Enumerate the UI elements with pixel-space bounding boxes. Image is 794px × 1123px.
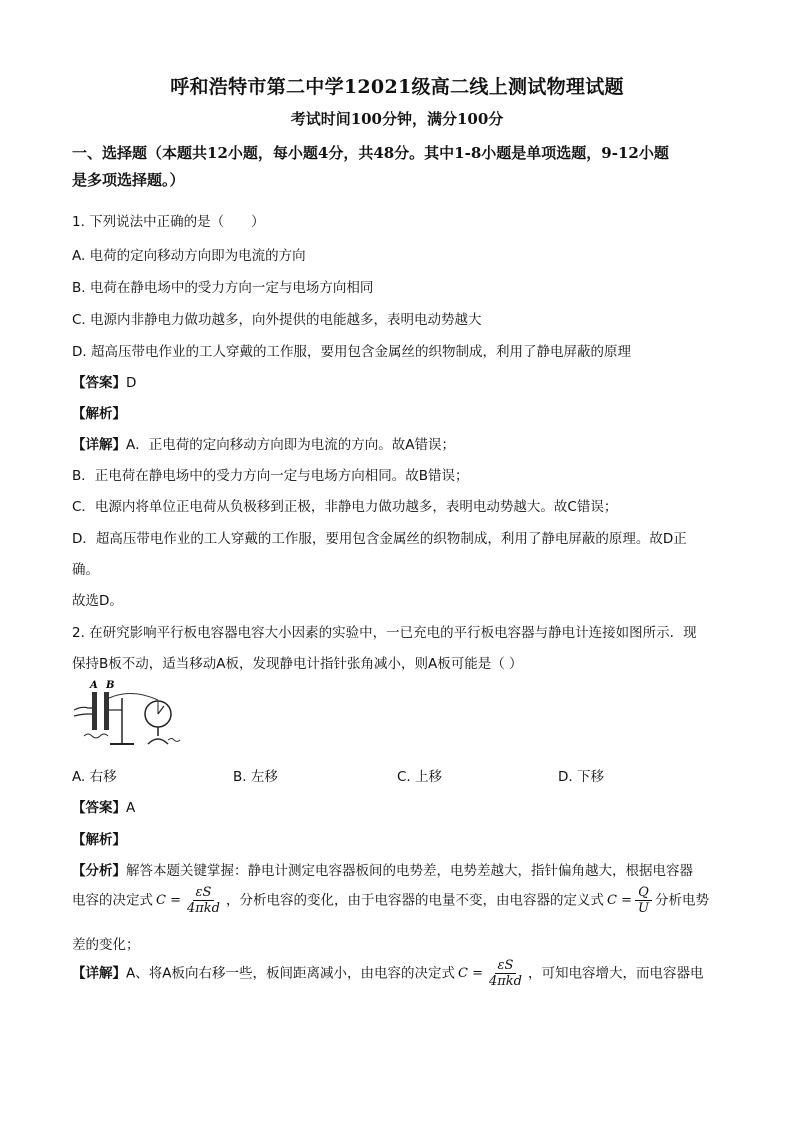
apparatus-diagram bbox=[72, 678, 182, 752]
q2-fenxi-line2 bbox=[72, 885, 724, 916]
q2-answer bbox=[72, 796, 724, 816]
q1-detail-c: C．电源内将单位正电荷从负极移到正极，非静电力做功越多，表明电动势越大。故C错误； bbox=[72, 499, 618, 515]
detail-tag: 【详解】 bbox=[72, 965, 126, 982]
formula-c: C = bbox=[607, 893, 632, 908]
q1-answer bbox=[72, 371, 724, 391]
detail-line1-a: A、将A板向右移一些，板间距离减小，由电容的决定式 bbox=[126, 965, 455, 982]
q2-option-b: B. 左移 bbox=[233, 769, 278, 785]
capacitor-electrometer-figure bbox=[72, 678, 182, 752]
fenxi-line2-a: 电容的决定式 bbox=[72, 892, 153, 909]
q2-stem-line1: 2. 在研究影响平行板电容器电容大小因素的实验中，一已充电的平行板电容器与静电计连接如图所示．现 bbox=[72, 625, 697, 641]
q1-detail-a bbox=[72, 433, 724, 453]
section-heading-line1: 一、选择题（本题共12小题，每小题4分，共48分。其中1-8小题是单项选题，9-12小题 bbox=[72, 144, 669, 162]
q1-analysis-tag: 【解析】 bbox=[72, 406, 126, 422]
q2-fenxi-line1 bbox=[72, 859, 724, 879]
formula-denominator: 4πkd bbox=[186, 901, 220, 916]
q1-option-a: A. 电荷的定向移动方向即为电流的方向 bbox=[72, 248, 306, 264]
formula-numerator: Q bbox=[635, 885, 652, 901]
plate-a-label: A bbox=[90, 680, 98, 691]
fenxi-line2-c: 分析电势 bbox=[654, 892, 709, 909]
q2-option-a: A. 右移 bbox=[72, 769, 117, 785]
formula-numerator: εS bbox=[495, 958, 517, 974]
q2-fenxi-line3: 差的变化； bbox=[72, 937, 140, 953]
q2-detail-line1 bbox=[72, 958, 724, 989]
fenxi-tag: 【分析】 bbox=[72, 863, 126, 879]
q1-option-d: D. 超高压带电作业的工人穿戴的工作服，要用包含金属丝的织物制成，利用了静电屏蔽的原理 bbox=[72, 344, 631, 360]
plate-b bbox=[104, 692, 109, 730]
fenxi-line2-b: ，分析电容的变化，由于电容器的电量不变，由电容器的定义式 bbox=[226, 892, 604, 909]
formula-numerator: εS bbox=[193, 885, 215, 901]
q2-analysis-tag: 【解析】 bbox=[72, 832, 126, 848]
q1-detail-d1: D．超高压带电作业的工人穿戴的工作服，要用包含金属丝的织物制成，利用了静电屏蔽的原理。故D正 bbox=[72, 531, 687, 547]
formula-c: C = bbox=[457, 966, 483, 981]
answer-value: D bbox=[126, 375, 137, 391]
detail-text: A．正电荷的定向移动方向即为电流的方向。故A错误； bbox=[126, 437, 455, 453]
answer-tag: 【答案】 bbox=[72, 800, 126, 816]
q1-conclusion: 故选D。 bbox=[72, 593, 123, 609]
section-heading-line2: 是多项选择题。） bbox=[72, 171, 185, 189]
exam-info: 考试时间100分钟，满分100分 bbox=[290, 110, 504, 128]
electrometer-needle bbox=[158, 706, 164, 714]
answer-tag: 【答案】 bbox=[72, 375, 126, 391]
fenxi-text: 解答本题关键掌握：静电计测定电容器板间的电势差，电势差越大，指针偏角越大，根据电容器 bbox=[126, 863, 693, 879]
q1-option-c: C. 电源内非静电力做功越多，向外提供的电能越多，表明电动势越大 bbox=[72, 312, 482, 328]
q1-option-b: B. 电荷在静电场中的受力方向一定与电场方向相同 bbox=[72, 280, 374, 296]
plate-b-label: B bbox=[106, 680, 115, 691]
plate-a bbox=[92, 692, 97, 730]
page-title: 呼和浩特市第二中学12021级高二线上测试物理试题 bbox=[170, 76, 624, 98]
detail-tag: 【详解】 bbox=[72, 437, 126, 453]
detail-line1-b: ，可知电容增大，而电容器电 bbox=[527, 965, 704, 982]
q1-stem: 1. 下列说法中正确的是（ ） bbox=[72, 214, 265, 230]
definition-formula bbox=[607, 885, 652, 916]
capacitance-formula bbox=[156, 885, 223, 916]
formula-c: C = bbox=[156, 893, 181, 908]
answer-value: A bbox=[126, 800, 136, 816]
capacitance-formula bbox=[458, 958, 525, 989]
section-heading bbox=[72, 140, 724, 194]
q1-detail-b: B．正电荷在静电场中的受力方向一定与电场方向相同。故B错误； bbox=[72, 468, 469, 484]
q2-option-d: D. 下移 bbox=[558, 769, 604, 785]
q2-stem-line2: 保持B板不动，适当移动A板，发现静电计指针张角减小，则A板可能是（ ） bbox=[72, 656, 523, 672]
q2-option-c: C. 上移 bbox=[397, 769, 443, 785]
formula-denominator: 4πkd bbox=[488, 974, 522, 989]
q1-detail-d2: 确。 bbox=[72, 562, 99, 578]
formula-denominator: U bbox=[637, 901, 649, 916]
